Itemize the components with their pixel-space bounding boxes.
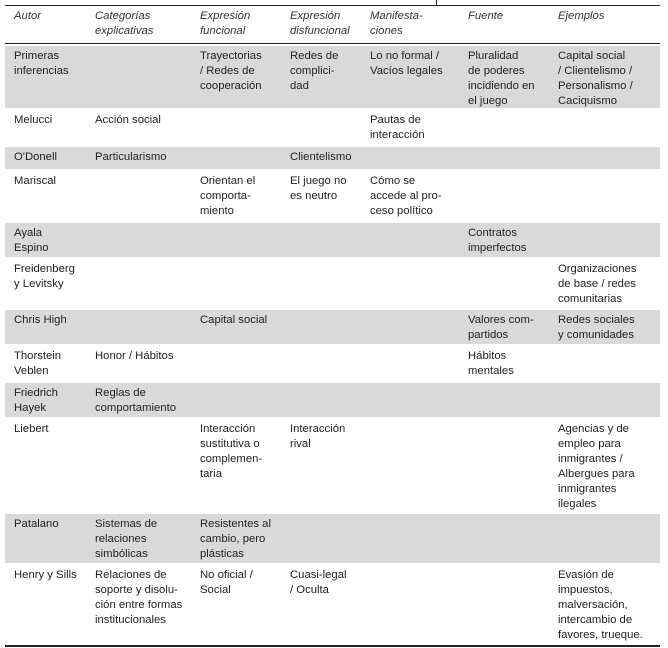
- table-row: [5, 259, 660, 308]
- table-cell: [200, 226, 290, 257]
- table-cell: [290, 517, 370, 563]
- table-row: [5, 565, 660, 645]
- table-cell: [95, 422, 200, 512]
- comparison-table: [5, 6, 660, 647]
- table-row: [5, 310, 660, 344]
- table-cell: [468, 113, 558, 145]
- table-row: [5, 147, 660, 169]
- table-row: [5, 419, 660, 512]
- table-cell: [468, 517, 558, 563]
- table-cell: Orientan el comporta- miento: [200, 175, 256, 217]
- table-cell: Henry y Sills: [14, 569, 77, 581]
- table-cell: Freidenberg y Levitsky: [14, 263, 75, 290]
- table-cell: Clientelismo: [290, 151, 352, 163]
- table-row: [5, 383, 660, 417]
- table-cell: [290, 313, 370, 344]
- table-row: [5, 223, 660, 257]
- table-header-row: [5, 6, 660, 43]
- table-cell: [290, 349, 370, 381]
- table-cell: [370, 386, 468, 417]
- table-cell: [95, 226, 200, 257]
- table-cell: [95, 313, 200, 344]
- table-cell: Honor / Hábitos: [95, 350, 174, 362]
- table-cell: [468, 568, 558, 645]
- table-cell: [200, 386, 290, 417]
- bottom-rule: [5, 645, 660, 647]
- header-expresion-disfuncional: Expresión disfuncional: [290, 10, 350, 37]
- table-cell: Agencias y de empleo para inmigrantes / Albergues para inmigrantes ilegales: [558, 423, 635, 510]
- table-cell: Cómo se accede al pro- ceso político: [370, 175, 442, 217]
- table-cell: [95, 49, 200, 109]
- header-manifestaciones: Manifesta- ciones: [370, 10, 423, 37]
- table-cell: [468, 174, 558, 221]
- table-cell: Pluralidad de poderes incidiendo en el juego: [468, 50, 535, 107]
- table-cell: [200, 349, 290, 381]
- table-cell: [200, 262, 290, 308]
- table-cell: Melucci: [14, 114, 53, 126]
- table-cell: Pautas de interacción: [370, 114, 425, 141]
- table-cell: Hábitos mentales: [468, 350, 514, 377]
- table-cell: Patalano: [14, 518, 59, 530]
- table-cell: [370, 568, 468, 645]
- table-cell: Friedrich Hayek: [14, 387, 58, 414]
- table-cell: Contratos imperfectos: [468, 227, 527, 254]
- table-row: [5, 110, 660, 145]
- table-cell: [370, 517, 468, 563]
- table-cell: [558, 113, 659, 145]
- table-cell: [370, 422, 468, 512]
- table-cell: [370, 150, 468, 169]
- table-cell: [558, 174, 659, 221]
- header-categorias: Categorías explicativas: [95, 10, 154, 37]
- table-cell: Redes de complici- dad: [290, 50, 339, 92]
- header-autor: Autor: [14, 10, 42, 22]
- table-cell: [558, 386, 659, 417]
- table-cell: No oficial / Social: [200, 569, 253, 596]
- table-cell: Redes sociales y comunidades: [558, 314, 635, 341]
- table-cell: Primeras inferencias: [14, 50, 69, 77]
- table-cell: El juego no es neutro: [290, 175, 347, 202]
- table-cell: [200, 113, 290, 145]
- table-cell: Acción social: [95, 114, 161, 126]
- table-cell: [95, 174, 200, 221]
- table-cell: [468, 262, 558, 308]
- table-cell: Mariscal: [14, 175, 57, 187]
- table-cell: Sistemas de relaciones simbólicas: [95, 518, 158, 560]
- table-row: [5, 171, 660, 221]
- table-cell: Interacción sustitutiva o complemen- taria: [200, 423, 263, 480]
- header-ejemplos: Ejemplos: [558, 10, 605, 22]
- table-cell: Relaciones de soporte y disolu- ción entre formas institucionales: [95, 569, 183, 626]
- table-cell: Lo no formal / Vacíos legales: [370, 50, 443, 77]
- table-cell: [370, 349, 468, 381]
- table-cell: [370, 313, 468, 344]
- table-cell: Capital social: [200, 314, 268, 326]
- table-cell: [558, 517, 659, 563]
- table-cell: Organizaciones de base / redes comunitarias: [558, 263, 637, 305]
- table-cell: [468, 422, 558, 512]
- table-cell: [200, 150, 290, 169]
- table-cell: Ayala Espino: [14, 227, 49, 254]
- table-cell: Valores com- partidos: [468, 314, 534, 341]
- table-cell: [468, 150, 558, 169]
- table-cell: Liebert: [14, 423, 49, 435]
- table-cell: Trayectorias / Redes de cooperación: [200, 50, 262, 92]
- table-cell: [290, 113, 370, 145]
- table-cell: Thorstein Veblen: [14, 350, 62, 377]
- table-cell: [290, 262, 370, 308]
- table-cell: [370, 262, 468, 308]
- table-cell: Resistentes al cambio, pero plásticas: [200, 518, 271, 560]
- table-cell: Chris High: [14, 314, 67, 326]
- table-cell: [370, 226, 468, 257]
- table-cell: Capital social / Clientelismo / Personalismo / Caciquismo: [558, 50, 633, 107]
- header-fuente: Fuente: [468, 10, 504, 22]
- table-cell: Reglas de comportamiento: [95, 387, 176, 414]
- table-cell: O'Donell: [14, 151, 57, 163]
- table-cell: Cuasi-legal / Oculta: [290, 569, 347, 596]
- table-cell: [290, 386, 370, 417]
- table-cell: [558, 226, 659, 257]
- table-row: [5, 346, 660, 381]
- table-cell: [290, 226, 370, 257]
- table-cell: [558, 349, 659, 381]
- header-expresion-funcional: Expresión funcional: [200, 10, 251, 37]
- table-cell: Interacción rival: [290, 423, 346, 450]
- table-cell: Particularismo: [95, 151, 167, 163]
- table-cell: [558, 150, 659, 169]
- table-cell: [95, 262, 200, 308]
- table-row: [5, 514, 660, 563]
- table-cell: Evasión de impuestos, malversación, intercambio de favores, trueque.: [558, 569, 643, 641]
- table-row: [5, 46, 660, 108]
- table-cell: [468, 386, 558, 417]
